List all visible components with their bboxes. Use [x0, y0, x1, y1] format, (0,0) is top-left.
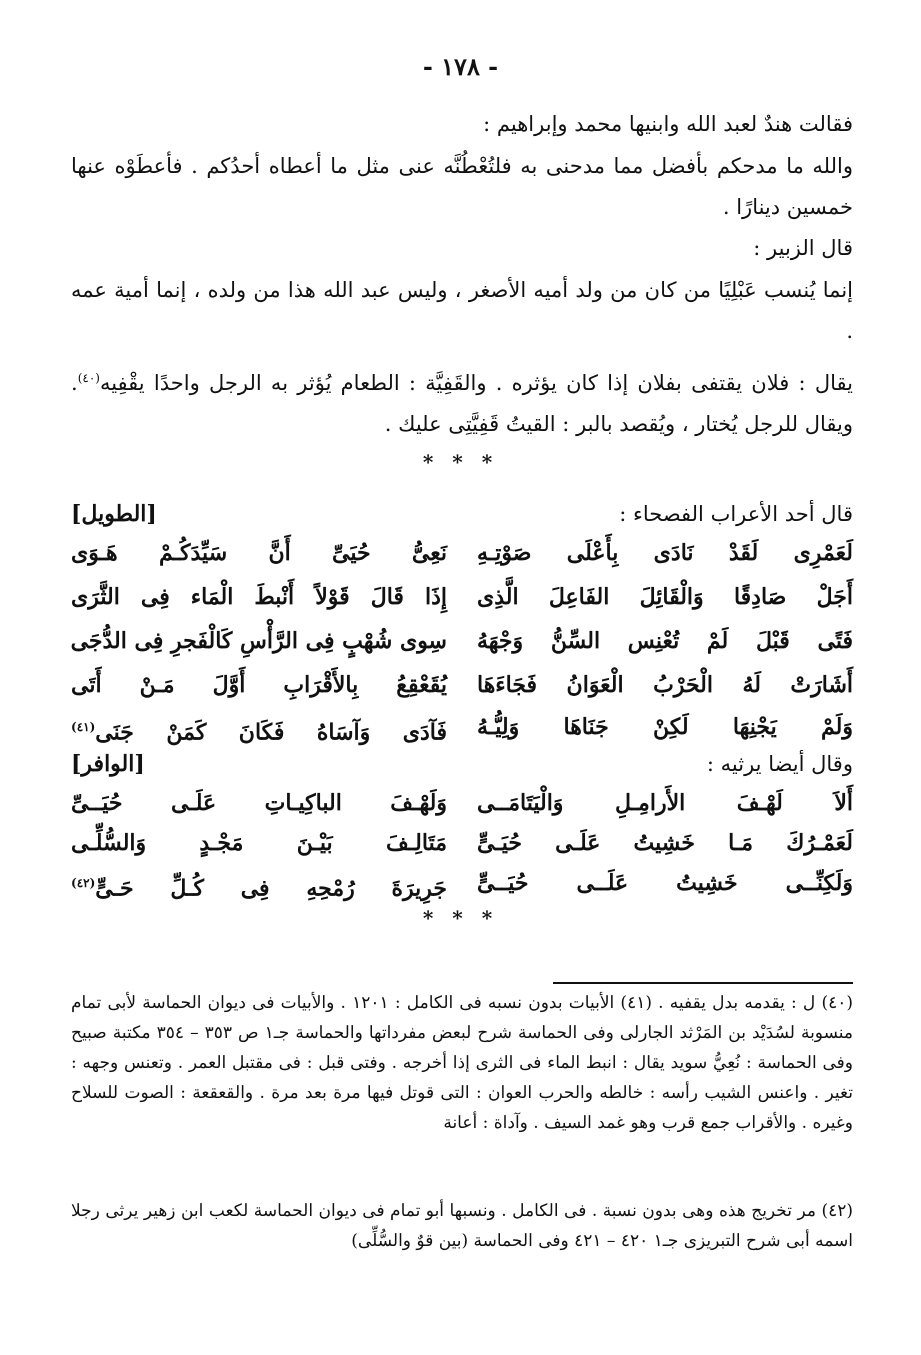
poem1-verse-5: [71, 706, 853, 748]
verse-second-hemistich: [71, 862, 447, 909]
paragraph-intro: فقالت هندٌ لعبد الله وابنيها محمد وإبراهيم :: [483, 112, 853, 136]
verse-first-hemistich: لَعَمْرِى لَقَدْ نَادَى بِأَعْلَى صَوْتِـهِ: [477, 540, 853, 566]
verse-second-hemistich: إِذَا قَالَ قَوْلاً أَنْبطَ الْمَاء فِى الثَّرَى: [71, 584, 447, 610]
poem2-intro: [71, 746, 853, 782]
paragraph-qafiyya: [71, 358, 853, 445]
poem2-verse-3: [71, 862, 853, 904]
poem1-verse-2: [71, 576, 853, 618]
hemistich-text: جَرِيرَةَ رُمْحِهِ فِى كُـلِّ حَـىٍّ: [95, 875, 447, 902]
qafiyya-text: يقال : فلان يقتفى بفلان إذا كان يؤثره . والقَفِيَّة : الطعام يُؤثر به الرجل واحدًا يقْفِيه: [99, 371, 853, 395]
footnote-40-41: (٤٠) ل : يقدمه بدل يقفيه . (٤١) الأبيات بدون نسبه فى الكامل : ١٢٠١ . والأبيات فى ديوان الحماسة لأبى تمام منسوبة لسُدَيْد بن المَرْثد الجارلى وفى الحماسة شرح لبعض مفرداتها والحماسة جـ١ ص ٣٥٣ – ٣٥٤ مكتبة صبيح وفى الحماسة : نُعِيُّ سويد يقال : انبط الماء فى الثرى إذا أخرجه . وفتى قبل : فى مقتبل العمر . وتعنس وجهه : تغير . واعنس الشيب رأسه : خالطه والحرب العوان : التى قوتل فيها مرة بعد مرة . والقعقعة : الصوت للسلاح وغيره . والأقراب جمع قرب وهو غمد السيف . وآداة : أعانة: [71, 993, 854, 1133]
qafiyya-text-end: . ويقال للرجل يُختار ، ويُقصد بالبر : القيتُ قَفِيَّتِى عليك .: [71, 371, 853, 436]
verse-first-hemistich: أَجَلْ صَادِقًا وَالْقَائِلَ الفَاعِلَ الَّذِى: [477, 584, 853, 610]
footnote-ref-41: (٤١): [71, 720, 96, 734]
verse-first-hemistich: أَشَارَتْ لَهُ الْحَرْبُ الْعَوَانُ فَجَاءَهَا: [477, 672, 853, 698]
page-number: - ١٧٨ -: [422, 52, 499, 81]
verse-first-hemistich: لَعَمْـرُكَ مَـا خَشِيتُ عَلَـى حُيَـىٍّ: [477, 830, 853, 856]
footnote-ref-42: (٤٢): [71, 876, 96, 890]
poem1-intro-text: قال أحد الأعراب الفصحاء :: [619, 502, 853, 526]
section-separator-1: * * *: [422, 450, 499, 474]
paragraph-zubayr: قال الزبير :: [753, 236, 853, 260]
verse-second-hemistich: سِوى شُهْبٍ فِى الرَّأْسِ كَالْفَجرِ فِى الدُّجَى: [70, 628, 447, 654]
verse-first-hemistich: وَلَمْ يَجْنِهَا لَكِنْ جَنَاهَا وَلِيُّـهُ: [477, 714, 853, 740]
paragraph-abli-note: إنما يُنسب عَبْلِيًا من كان من ولد أميه الأصغر ، وليس عبد الله هذا من ولده ، إنما أمية عمه .: [71, 278, 853, 343]
verse-first-hemistich: وَلَكِنِّــى خَشِيتُ عَلَــى حُيَــىٍّ: [477, 870, 853, 896]
poem1-intro: [71, 496, 853, 532]
poem2-verse-2: [71, 822, 853, 864]
footnote-ref-40: (٤٠): [77, 371, 100, 385]
poem1-verse-4: [71, 664, 853, 706]
verse-first-hemistich: فَتًى قَبْلَ لَمْ تُعْنِس السِّنُّ وَجْهَهُ: [477, 628, 853, 654]
poem2-intro-text: وقال أيضا يرثيه :: [706, 752, 853, 776]
poem2-verse-1: [71, 782, 853, 824]
verse-second-hemistich: يُقَعْقِعُ بِالأَقْرَابِ أَوَّلَ مَـنْ أَتَى: [71, 672, 447, 698]
poem1-meter: [الطويل]: [71, 501, 157, 527]
poem1-verse-1: [71, 532, 853, 574]
poem2-meter: [الوافر]: [71, 751, 145, 777]
footnote-divider: [553, 982, 853, 984]
verse-first-hemistich: أَلاَ لَهْـفَ الأَرامِـلِ وَالْيَتَامَــى: [477, 790, 853, 816]
verse-second-hemistich: نَعِىُّ حُيَىِّ أَنَّ سَيِّدَكُـمْ هَـوَى: [71, 540, 447, 566]
verse-second-hemistich: مَتَالِـفَ بَيْـنَ مَجْـدٍ وَالسُّلِّـى: [71, 830, 447, 856]
hemistich-text: فَآدَى وَآسَاهُ فَكَانَ كَمَنْ جَنَى: [95, 719, 447, 746]
paragraph-hind-speech: والله ما مدحكم بأفضل مما مدحنى به فلتُعْطُنَّه عنى مثل ما أعطاه أحدُكم . فأعطَوْه عنها خمسين دينارًا .: [71, 154, 853, 219]
section-separator-2: * * *: [422, 906, 499, 930]
verse-second-hemistich: وَلَهْـفَ الباكِيـاتِ عَلَـى حُيَــىِّ: [71, 790, 447, 816]
footnote-42: (٤٢) مر تخريج هذه وهى بدون نسبة . فى الكامل . ونسبها أبو تمام فى ديوان الحماسة لكعب ابن زهير يرثى رجلا اسمه أبى شرح التبريزى جـ١ ٤٢٠ – ٤٢١ وفى الحماسة (بين قوٌ والسُّلِّى): [71, 1201, 853, 1251]
poem1-verse-3: [71, 620, 853, 662]
